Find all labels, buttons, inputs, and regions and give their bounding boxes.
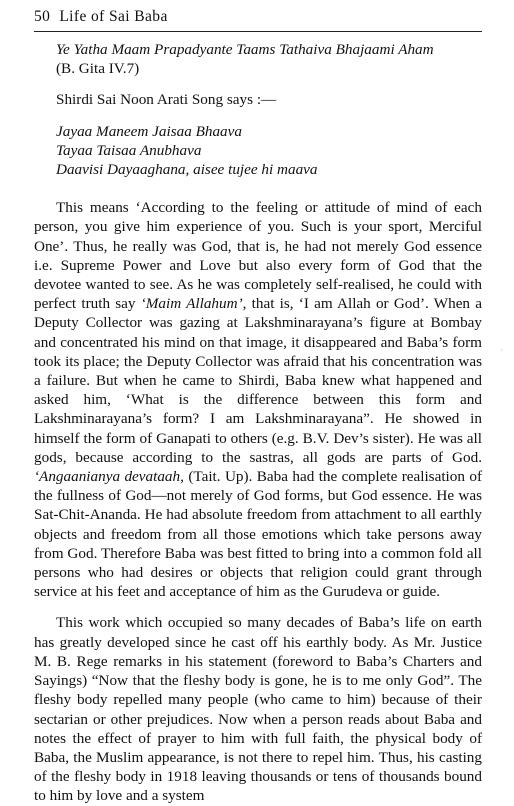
para1-text-c: (Tait. Up). Baba had the complete realisation of the fullness of God—not merely of God forms, but God essence. He was Sat-Chit-Ananda. He had absolute freedom from attachment to all earthly objects and freedom from all those emotions which take persons away from God. Therefore Baba was best fitted to bring into a common fold all persons who had desires or objects that religion could grant through service at his feet and acceptance of him as the Gurudeva or guide.: [34, 468, 482, 601]
song-line-2: Tayaa Taisaa Anubhava: [56, 141, 202, 159]
page-body: [34, 40, 482, 806]
gita-quote: [34, 40, 482, 78]
song-intro: Shirdi Sai Noon Arati Song says :—: [56, 91, 277, 109]
gita-sanskrit-line: Ye Yatha Maam Prapadyante Taams Tathaiva Bhajaami Aham: [56, 41, 434, 58]
arati-song-verse: [34, 122, 482, 180]
para1-text-a: This means ‘According to the feeling or attitude of mind of each person, you give him experience of you. Such is your sport, Merciful One’. Thus, he really was God, that is, he had not merely God essence i.e. Supreme Power and Love but also every form of God that the devotee wanted to see. As he was completely self-realised, he could with perfect truth say: [34, 199, 482, 313]
page-header: [34, 8, 168, 26]
para1-text-b: , that is, ‘I am Allah or God’. When a Deputy Collector was gazing at Lakshminarayana’s figure at Bombay and concentrated his mind on that image, it disappeared and Baba’s form took its place; the Deputy Collector was afraid that his concentration was a failure. But when he came to Shirdi, Baba knew what happened and asked him, ‘What is the difference between this form and Lakshminarayana’s form? I am Lakshminarayana”. He showed in himself the form of Ganapati to others (e.g. B.V. Dev’s sister). He was all gods, because according to the sastras, all gods are parts of God.: [34, 295, 482, 466]
song-line-1: Jayaa Maneem Jaisaa Bhaava: [56, 122, 242, 140]
header-rule: [34, 31, 482, 32]
page-number: 50: [34, 8, 51, 25]
para1-sanskrit-term: ‘Angaanianya devataah,: [34, 468, 184, 486]
para1-quote: ‘Maim Allahum’: [140, 295, 243, 313]
margin-speck: ·: [500, 346, 503, 355]
gita-reference: (B. Gita IV.7): [56, 60, 140, 78]
running-title: Life of Sai Baba: [59, 8, 168, 25]
paragraph-2: This work which occupied so many decades of Baba’s life on earth has greatly developed since he cast off his earthly body. As Mr. Justice M. B. Rege remarks in his statement (foreword to Baba’s Charters and Sayings) “Now that the fleshy body is gone, he is to me only God”. The fleshy body repelled many people (who came to him) because of their sectarian or other prejudices. Now when a person reads about Baba and notes the effect of prayer to him with full faith, the physical body of Baba, the Muslim appearance, is not there to repel him. Thus, his casting of the fleshy body in 1918 leaving thousands or tens of thousands bound to him by love and a system: [34, 614, 482, 805]
song-line-3: Daavisi Dayaaghana, aisee tujee hi maava: [56, 161, 318, 179]
paragraph-1: [34, 198, 482, 601]
